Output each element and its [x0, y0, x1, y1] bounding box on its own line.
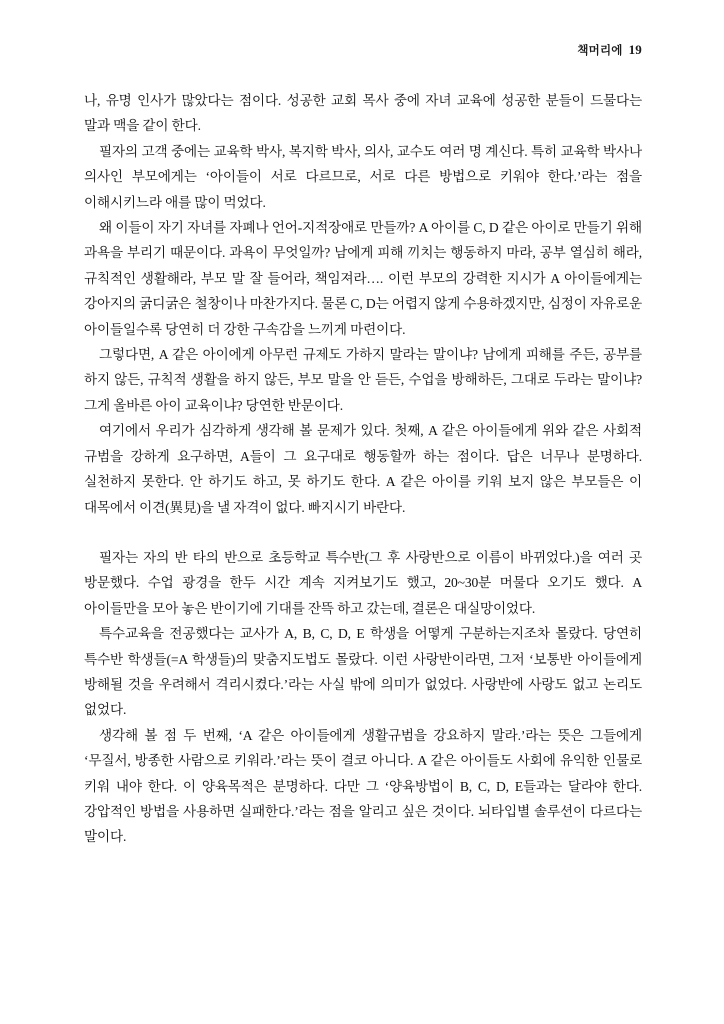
paragraph: 왜 이들이 자기 자녀를 자폐나 언어-지적장애로 만들까? A 아이를 C, D 같은 아이로 만들기 위해 과욕을 부리기 때문이다. 과욕이 무엇일까? 남에게 피해 끼치는 행동하지 마라, 공부 열심히 해라, 규칙적인 생활해라, 부모 말 잘 들어라, 책임져라…. 이런 부모의 강력한 지시가 A 아이들에게는 강아지의 굵디굵은 철창이나 마찬가지다. 물론 C, D는 어렵지 않게 수용하겠지만, 심정이 자유로운 아이들일수록 당연히 더 강한 구속감을 느끼게 마련이다.: [84, 220, 642, 337]
running-header: [577, 42, 642, 58]
paragraph: 특수교육을 전공했다는 교사가 A, B, C, D, E 학생을 어떻게 구분하는지조차 몰랐다. 당연히 특수반 학생들(=A 학생들)의 맞춤지도법도 몰랐다. 이런 사랑반이라면, 그저 ‘보통반 아이들에게 방해될 것을 우려해서 격리시켰다.’라는 사실 밖에 의미가 없었다. 사랑반에 사랑도 없고 논리도 없었다.: [84, 626, 642, 718]
paragraph: 나, 유명 인사가 많았다는 점이다. 성공한 교회 목사 중에 자녀 교육에 성공한 분들이 드물다는 말과 맥을 같이 한다.: [84, 93, 642, 134]
paragraph: 필자는 자의 반 타의 반으로 초등학교 특수반(그 후 사랑반으로 이름이 바뀌었다.)을 여러 곳 방문했다. 수업 광경을 한두 시간 계속 지켜보기도 했고, 20~30분 머물다 오기도 했다. A 아이들만을 모아 놓은 반이기에 기대를 잔뜩 하고 갔는데, 결론은 대실망이었다.: [84, 549, 642, 616]
paragraph: 생각해 볼 점 두 번째, ‘A 같은 아이들에게 생활규범을 강요하지 말라.’라는 뜻은 그들에게 ‘무질서, 방종한 사람으로 키워라.’라는 뜻이 결코 아니다. A 같은 아이들도 사회에 유익한 인물로 키워 내야 한다. 이 양육목적은 분명하다. 다만 그 ‘양육방법이 B, C, D, E들과는 달라야 한다. 강압적인 방법을 사용하면 실패한다.’라는 점을 알리고 싶은 것이다. 뇌타입별 솔루션이 다르다는 말이다.: [84, 727, 642, 845]
page-number: 19: [628, 42, 642, 57]
paragraph: 그렇다면, A 같은 아이에게 아무런 규제도 가하지 말라는 말이냐? 남에게 피해를 주든, 공부를 하지 않든, 규칙적 생활을 하지 않든, 부모 말을 안 듣든, 수업을 방해하든, 그대로 두라는 말이냐? 그게 올바른 아이 교육이냐? 당연한 반문이다.: [84, 347, 642, 413]
header-chapter-label: 책머리에: [577, 45, 623, 57]
paragraph: 필자의 고객 중에는 교육학 박사, 복지학 박사, 의사, 교수도 여러 명 계신다. 특히 교육학 박사나 의사인 부모에게는 ‘아이들이 서로 다르므로, 서로 다른 방법으로 키워야 한다.’라는 점을 이해시키느라 애를 많이 먹었다.: [84, 143, 642, 210]
body-text: [84, 88, 642, 850]
paragraph: 여기에서 우리가 심각하게 생각해 볼 문제가 있다. 첫째, A 같은 아이들에게 위와 같은 사회적 규범을 강하게 요구하면, A들이 그 요구대로 행동할까 하는 점이다. 답은 너무나 분명하다. 실천하지 못한다. 안 하기도 하고, 못 하기도 한다. A 같은 아이를 키워 보지 않은 부모들은 이 대목에서 이견(異見)을 낼 자격이 없다. 빠지시기 바란다.: [84, 423, 642, 515]
